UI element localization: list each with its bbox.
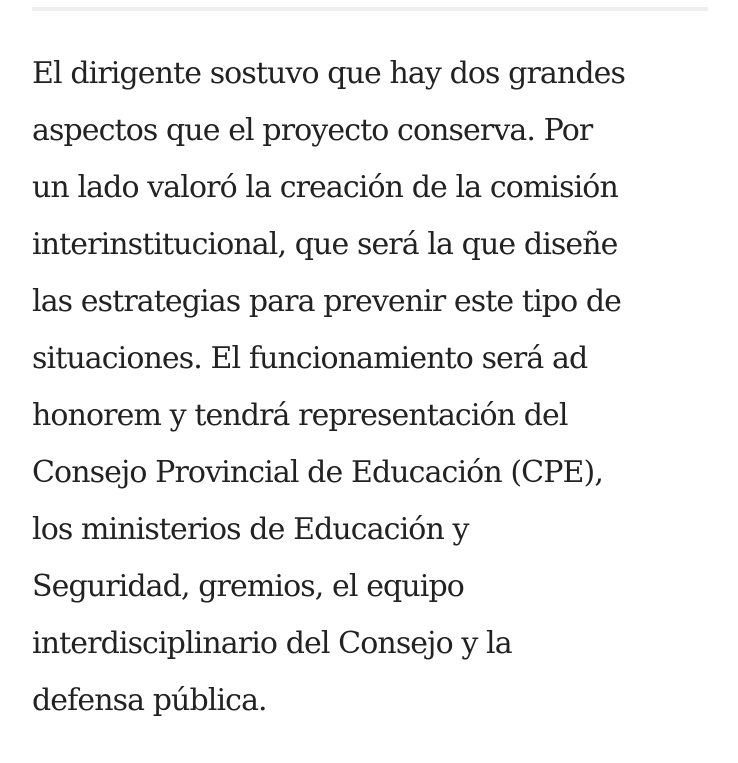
paragraph-line: Seguridad, gremios, el equipo [32, 569, 464, 604]
paragraph-line: las estrategias para prevenir este tipo de [32, 284, 622, 319]
paragraph-line: situaciones. El funcionamiento será ad [32, 341, 588, 376]
paragraph-line: los ministerios de Educación y [32, 512, 469, 547]
paragraph-line: Consejo Provincial de Educación (CPE), [32, 455, 603, 490]
top-divider [32, 7, 708, 11]
paragraph-line: un lado valoró la creación de la comisión [32, 170, 618, 205]
paragraph-line: interinstitucional, que será la que diseñe [32, 227, 618, 262]
paragraph-line: aspectos que el proyecto conserva. Por [32, 113, 593, 148]
paragraph-line: interdisciplinario del Consejo y la [32, 626, 512, 661]
article-paragraph [32, 45, 722, 729]
paragraph-line: El dirigente sostuvo que hay dos grandes [32, 56, 625, 91]
paragraph-line: honorem y tendrá representación del [32, 398, 568, 433]
paragraph-line: defensa pública. [32, 683, 267, 718]
